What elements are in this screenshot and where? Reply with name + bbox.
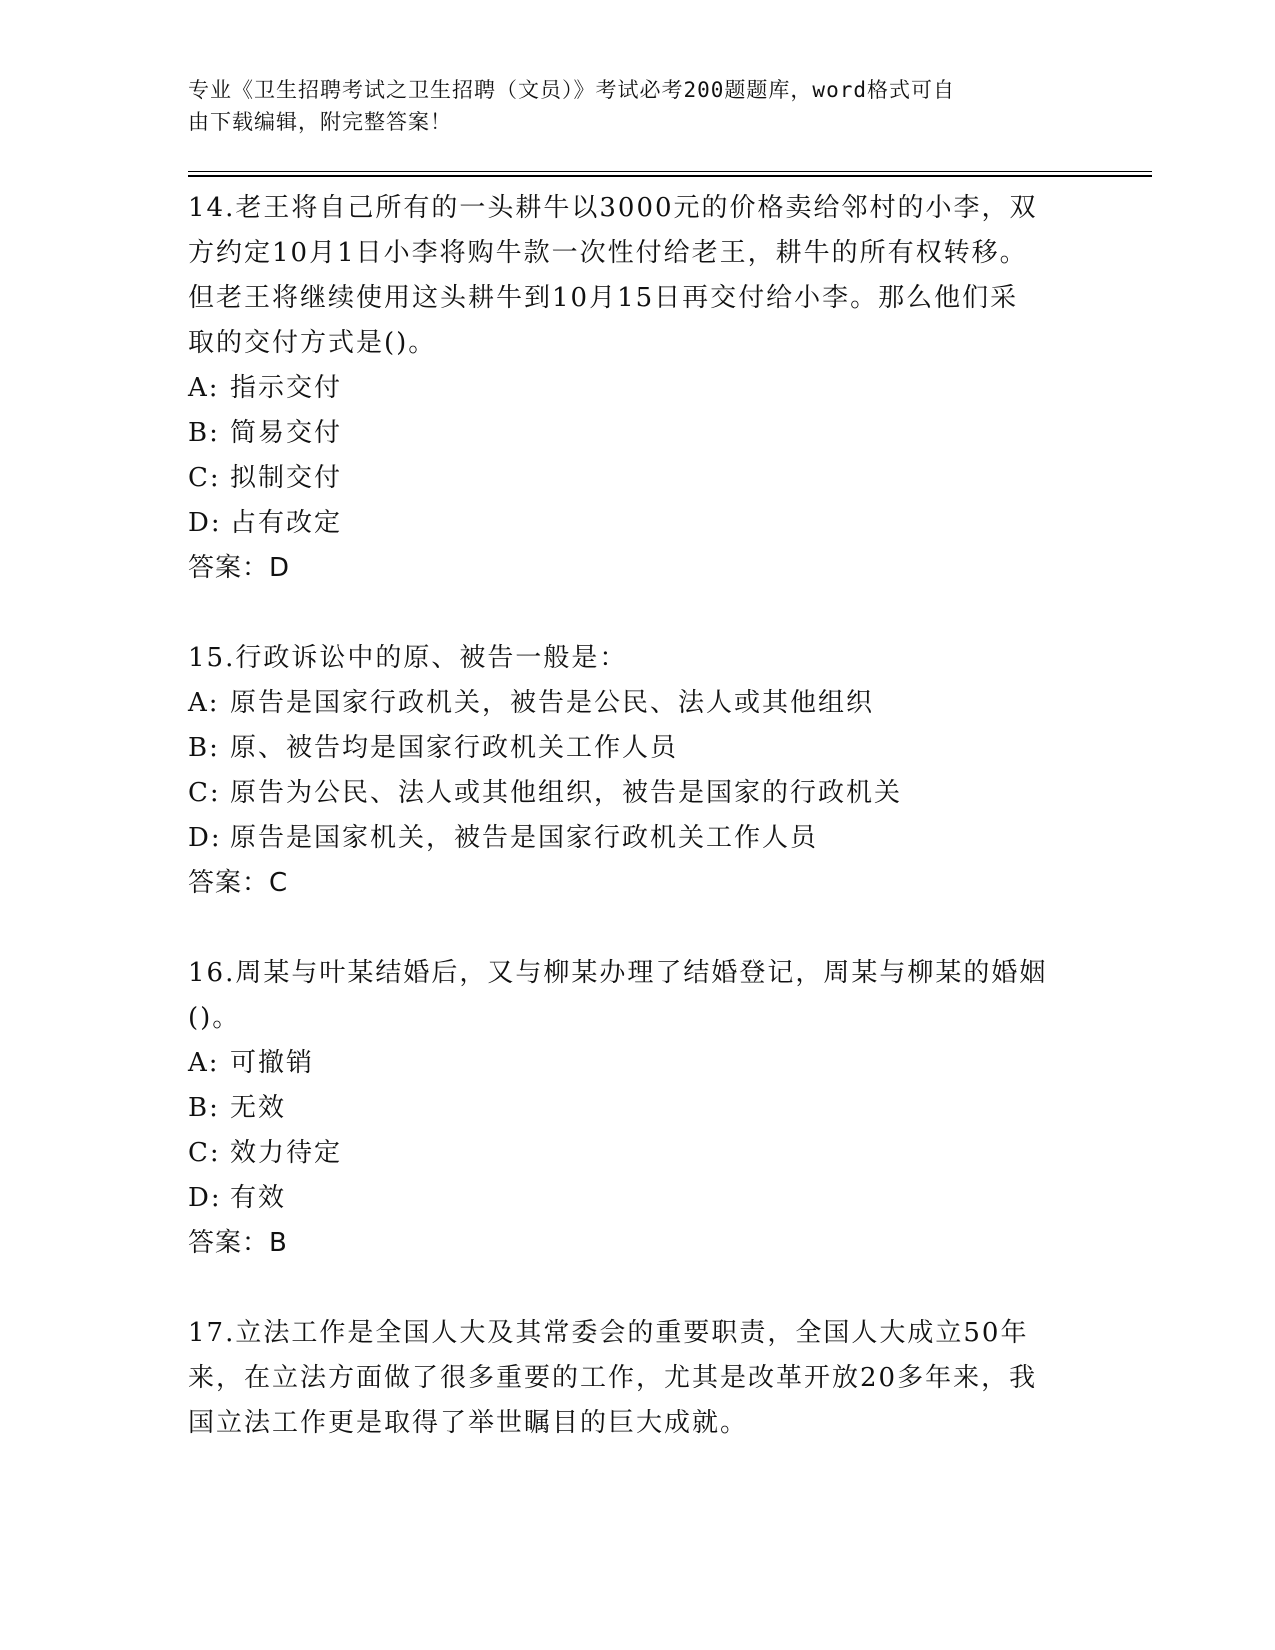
option-key: C: [188,1138,221,1168]
option-c [188,1131,1088,1176]
option-text: 简易交付 [230,418,343,448]
option-b [188,1086,1088,1131]
option-key: B: [188,418,220,448]
option-text: 可撤销 [230,1048,315,1078]
option-text: 占有改定 [230,508,343,538]
option-key: C: [188,778,221,808]
option-key: A: [188,1048,220,1078]
option-key: D: [188,1183,222,1213]
question-number: 17. [188,1318,236,1348]
question-number: 15. [188,643,236,673]
option-a [188,1041,1088,1086]
question-stem [188,1311,1088,1446]
stem-line: 方约定10月1日小李将购牛款一次性付给老王，耕牛的所有权转移。 [188,238,1028,268]
answer-line: 答案：C [188,868,289,898]
option-a [188,681,1088,726]
stem-line: 来，在立法方面做了很多重要的工作，尤其是改革开放20多年来，我 [188,1363,1038,1393]
stem-line: 取的交付方式是()。 [188,328,437,358]
question-spacer [188,591,1088,636]
option-text: 无效 [230,1093,287,1123]
stem-line: 周某与叶某结婚后，又与柳某办理了结婚登记，周某与柳某的婚姻 [235,958,1048,988]
question-stem [188,636,1088,681]
question-spacer [188,1266,1088,1311]
header-divider-thin [188,171,1152,172]
question-number: 14. [188,193,236,223]
option-text: 原告是国家机关，被告是国家行政机关工作人员 [230,823,819,853]
question-spacer [188,906,1088,951]
question-stem [188,186,1088,366]
option-key: D: [188,823,222,853]
option-key: C: [188,463,221,493]
options-list [188,681,1088,861]
question-stem [188,951,1088,1041]
header-divider-thick [188,175,1152,177]
header-line-2: 由下载编辑，附完整答案！ [188,110,452,134]
option-c [188,771,1088,816]
option-text: 原、被告均是国家行政机关工作人员 [230,733,679,763]
stem-line: 行政诉讼中的原、被告一般是： [235,643,628,673]
option-key: A: [188,688,220,718]
option-text: 拟制交付 [230,463,343,493]
option-text: 原告是国家行政机关，被告是公民、法人或其他组织 [230,688,875,718]
option-d [188,1176,1088,1221]
question-list [188,186,1088,1446]
option-text: 效力待定 [230,1138,343,1168]
options-list [188,1041,1088,1221]
option-key: B: [188,733,220,763]
stem-line: 老王将自己所有的一头耕牛以3000元的价格卖给邻村的小李，双 [235,193,1038,223]
option-text: 指示交付 [230,373,343,403]
answer-line: 答案：D [188,553,291,583]
option-key: B: [188,1093,220,1123]
stem-line: 立法工作是全国人大及其常委会的重要职责，全国人大成立50年 [235,1318,1029,1348]
question-number: 16. [188,958,236,988]
answer-line: 答案：B [188,1228,288,1258]
question-16 [188,951,1088,1266]
option-c [188,456,1088,501]
stem-line: 但老王将继续使用这头耕牛到10月15日再交付给小李。那么他们采 [188,283,1019,313]
option-d [188,501,1088,546]
document-header [188,74,1068,138]
option-text: 原告为公民、法人或其他组织，被告是国家的行政机关 [230,778,903,808]
option-key: A: [188,373,220,403]
stem-line: ()。 [188,1003,241,1033]
question-17 [188,1311,1088,1446]
header-line-1: 专业《卫生招聘考试之卫生招聘（文员）》考试必考200题题库，word格式可自 [188,78,955,102]
option-d [188,816,1088,861]
option-a [188,366,1088,411]
option-key: D: [188,508,222,538]
stem-line: 国立法工作更是取得了举世瞩目的巨大成就。 [188,1408,749,1438]
question-14 [188,186,1088,591]
option-text: 有效 [230,1183,287,1213]
option-b [188,411,1088,456]
options-list [188,366,1088,546]
question-15 [188,636,1088,906]
option-b [188,726,1088,771]
